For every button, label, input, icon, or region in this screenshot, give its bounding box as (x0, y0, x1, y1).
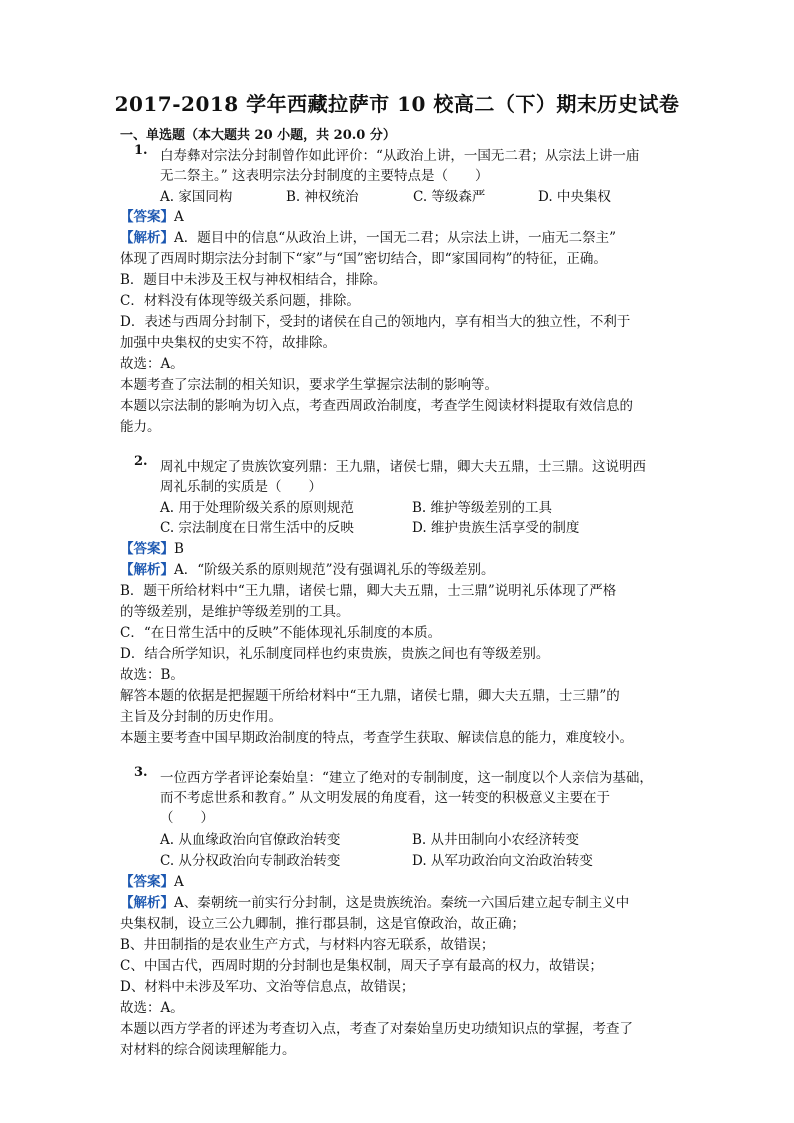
analysis-line: B、井田制指的是农业生产方式，与材料内容无联系，故错误； (120, 937, 495, 953)
analysis-line: 本题以西方学者的评述为考查切入点，考查了对秦始皇历史功绩知识点的掌握，考查了 (120, 1021, 633, 1037)
section-heading: 一、单选题（本大题共 20 小题，共 20.0 分） (120, 128, 396, 143)
analysis-line: 央集权制，设立三公九卿制，推行郡县制，这是官僚政治，故正确； (120, 916, 525, 932)
analysis-line: D、材料中未涉及军功、文治等信息点，故错误； (120, 979, 415, 995)
analysis-line: C．材料没有体现等级关系问题，排除。 (120, 293, 360, 309)
analysis-line: C、中国古代，西周时期的分封制也是集权制，周天子享有最高的权力，故错误； (120, 958, 603, 974)
question-stem-line: 白寿彝对宗法分封制曾作如此评价：“从政治上讲，一国无二君；从宗法上讲一庙 (160, 148, 640, 164)
option-a: A. 从血缘政治向官僚政治转变 (160, 832, 341, 848)
option-b: B. 维护等级差别的工具 (412, 500, 553, 516)
analysis-line: D．表述与西周分封制下，受封的诸侯在自己的领地内，享有相当大的独立性，不利于 (120, 314, 631, 330)
analysis-tag: 【解析】 (120, 562, 174, 578)
question-stem-line: 一位西方学者评论秦始皇：“建立了绝对的专制制度，这一制度以个人亲信为基础， (160, 770, 653, 786)
question-number: 3. (134, 765, 148, 780)
analysis-line: 故选：A。 (120, 356, 184, 372)
analysis-line: 本题以宗法制的影响为切入点，考查西周政治制度，考查学生阅读材料提取有效信息的 (120, 398, 633, 414)
analysis-line: B．题目中未涉及王权与神权相结合，排除。 (120, 272, 387, 288)
question-2 (120, 454, 680, 747)
analysis-line: 体现了西周时期宗法分封制下“家”与“国”密切结合，即“家国同构”的特征，正确。 (120, 251, 607, 267)
question-1 (120, 143, 680, 435)
analysis-line: 对材料的综合阅读理解能力。 (120, 1042, 296, 1058)
analysis-line (120, 228, 616, 248)
analysis-line: 能力。 (120, 419, 161, 435)
analysis-line: C．“在日常生活中的反映”不能体现礼乐制度的本质。 (120, 625, 442, 641)
question-stem-line: 无二祭主。” 这表明宗法分封制度的主要特点是（ ） (160, 168, 489, 184)
option-c: C. 宗法制度在日常生活中的反映 (160, 520, 354, 536)
analysis-line (120, 893, 629, 913)
answer-value: B (174, 541, 184, 557)
question-stem-line: 而不考虑世系和教育。” 从文明发展的角度看，这一转变的积极意义主要在于 (160, 790, 610, 806)
analysis-line: B．题干所给材料中“王九鼎，诸侯七鼎，卿大夫五鼎，士三鼎”说明礼乐体现了严格 (120, 583, 617, 599)
question-number: 2. (134, 454, 148, 469)
option-d: D. 从军功政治向文治政治转变 (412, 853, 593, 869)
option-b: B. 神权统治 (286, 189, 359, 205)
answer-value: A (174, 209, 184, 225)
analysis-text: A．“阶级关系的原则规范”没有强调礼乐的等级差别。 (174, 562, 495, 578)
analysis-line: 加强中央集权的史实不符，故排除。 (120, 335, 336, 351)
option-c: C. 等级森严 (413, 189, 486, 205)
answer-value: A (174, 874, 184, 890)
answer-line (120, 872, 184, 892)
analysis-line: D．结合所学知识，礼乐制度同样也约束贵族，贵族之间也有等级差别。 (120, 646, 550, 662)
analysis-line (120, 560, 495, 580)
page-title: 2017-2018 学年西藏拉萨市 10 校高二（下）期末历史试卷 (114, 92, 680, 116)
analysis-line: 主旨及分封制的历史作用。 (120, 709, 282, 725)
analysis-line: 故选：A。 (120, 1000, 184, 1016)
option-a: A. 用于处理阶级关系的原则规范 (160, 500, 354, 516)
question-stem-line: 周礼乐制的实质是（ ） (160, 479, 322, 495)
question-number: 1. (134, 143, 148, 158)
analysis-text: A、秦朝统一前实行分封制，这是贵族统治。秦统一六国后建立起专制主义中 (174, 895, 630, 911)
question-3 (120, 765, 680, 1068)
option-d: D. 维护贵族生活享受的制度 (412, 520, 580, 536)
analysis-tag: 【解析】 (120, 895, 174, 911)
option-b: B. 从井田制向小农经济转变 (412, 832, 580, 848)
option-d: D. 中央集权 (538, 189, 611, 205)
question-stem-line: （ ） (160, 810, 214, 826)
answer-line (120, 207, 184, 227)
option-c: C. 从分权政治向专制政治转变 (160, 853, 341, 869)
option-a: A. 家国同构 (160, 189, 233, 205)
analysis-line: 故选：B。 (120, 667, 184, 683)
answer-tag: 【答案】 (120, 541, 174, 557)
analysis-line: 的等级差别，是维护等级差别的工具。 (120, 604, 350, 620)
analysis-text: A．题目中的信息“从政治上讲，一国无二君；从宗法上讲，一庙无二祭主” (174, 230, 617, 246)
analysis-line: 本题主要考查中国早期政治制度的特点，考查学生获取、解读信息的能力，难度较小。 (120, 730, 633, 746)
question-stem-line: 周礼中规定了贵族饮宴列鼎：王九鼎，诸侯七鼎，卿大夫五鼎，士三鼎。这说明西 (160, 459, 646, 475)
analysis-line: 解答本题的依据是把握题干所给材料中“王九鼎，诸侯七鼎，卿大夫五鼎，士三鼎”的 (120, 688, 620, 704)
answer-tag: 【答案】 (120, 209, 174, 225)
answer-tag: 【答案】 (120, 874, 174, 890)
analysis-tag: 【解析】 (120, 230, 174, 246)
answer-line (120, 539, 184, 559)
analysis-line: 本题考查了宗法制的相关知识，要求学生掌握宗法制的影响等。 (120, 377, 498, 393)
